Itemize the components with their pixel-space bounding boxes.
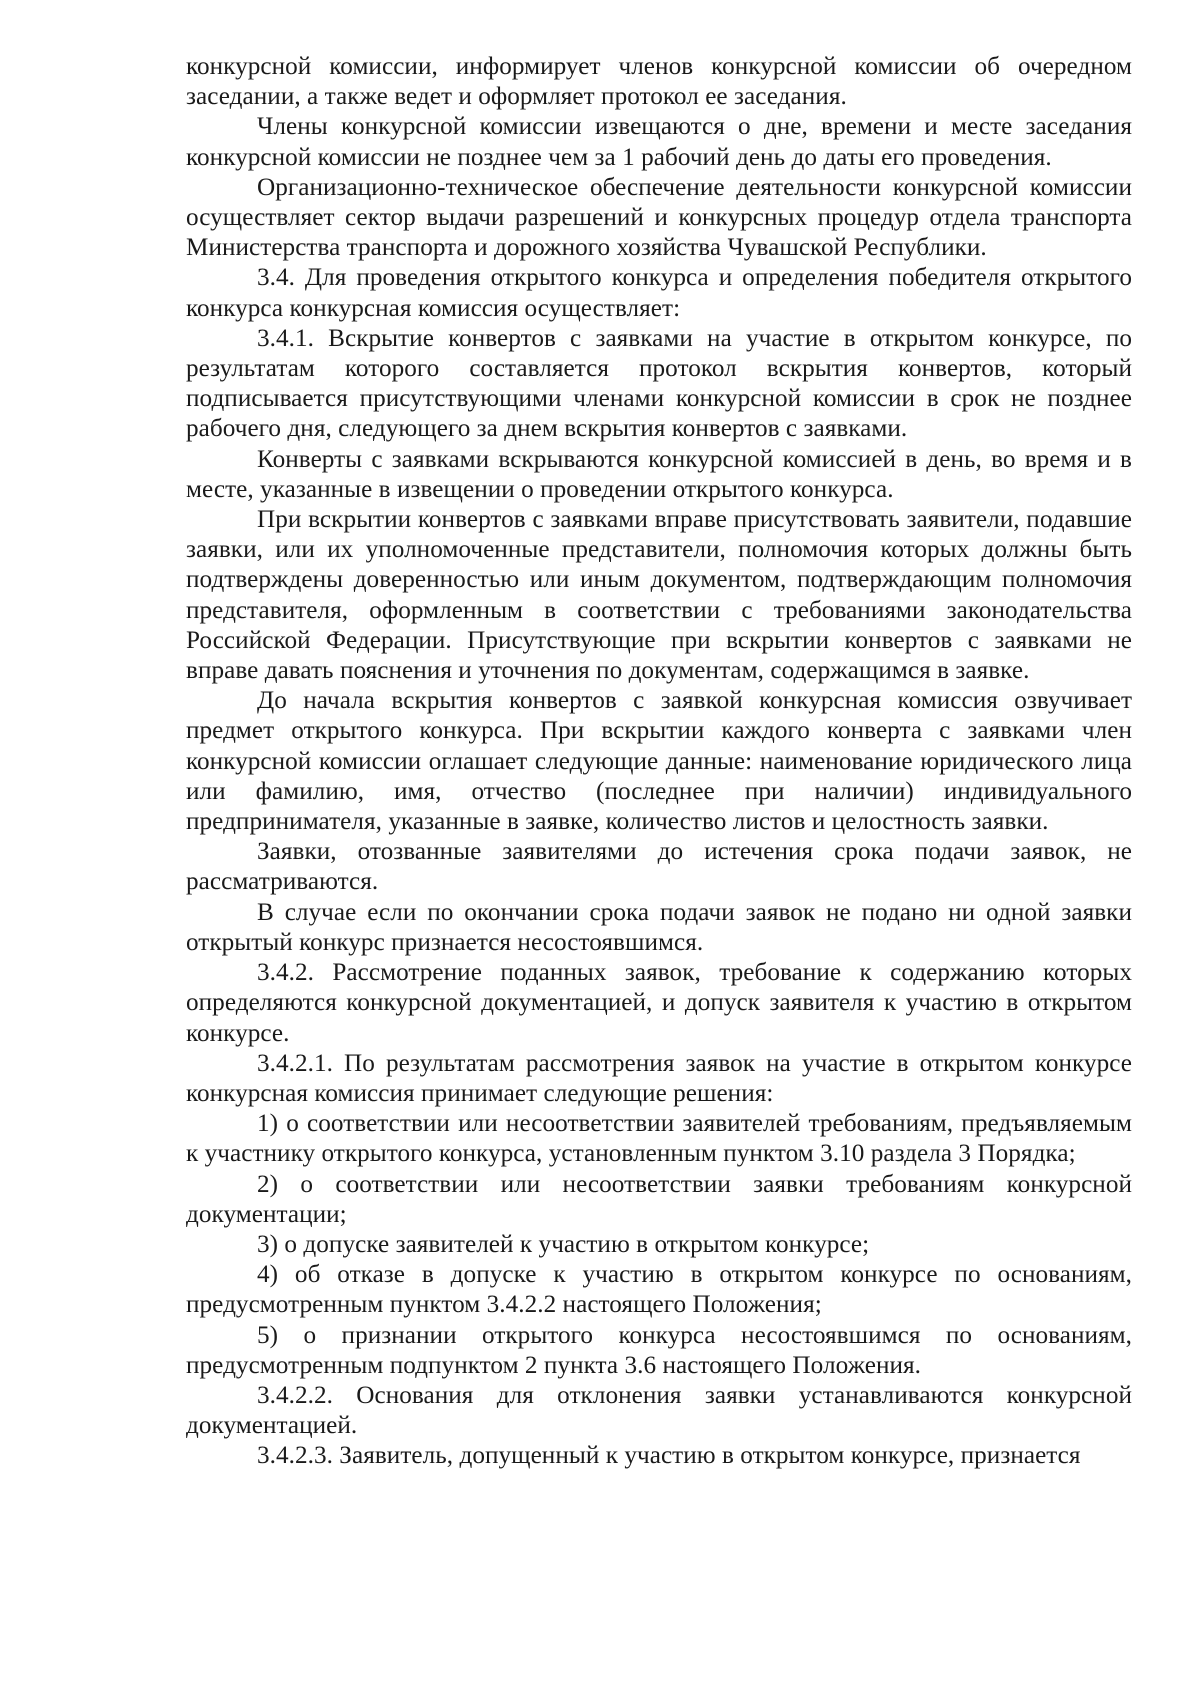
list-item-4: 4) об отказе в допуске к участию в открытом конкурсе по основаниям, предусмотренным пунктом 3.4.2.2 настоящего Положения;: [186, 1261, 1132, 1319]
paragraph-6: Конверты с заявками вскрываются конкурсной комиссией в день, во время и в месте, указанные в извещении о проведении открытого конкурса.: [186, 445, 1132, 503]
list-item-5: 5) о признании открытого конкурса несостоявшимся по основаниям, предусмотренным подпунктом 2 пункта 3.6 настоящего Положения.: [186, 1321, 1132, 1379]
paragraph-1: конкурсной комиссии, информирует членов конкурсной комиссии об очередном заседании, а также ведет и оформляет протокол ее заседания.: [186, 53, 1132, 111]
paragraph-7: При вскрытии конвертов с заявками вправе присутствовать заявители, подавшие заявки, или их уполномоченные представители, полномочия которых должны быть подтверждены доверенностью или иным документом, подтверждающим полномочия представителя, оформленным в соответствии с требованиями законодательства Российской Федерации. Присутствующие при вскрытии конвертов с заявками не вправе давать пояснения и уточнения по документам, содержащимся в заявке.: [186, 506, 1132, 685]
paragraph-10: В случае если по окончании срока подачи заявок не подано ни одной заявки открытый конкурс признается несостоявшимся.: [186, 898, 1132, 956]
paragraph-3-4-1: 3.4.1. Вскрытие конвертов с заявками на участие в открытом конкурсе, по результатам которого составляется протокол вскрытия конвертов, который подписывается присутствующими членами конкурсной комиссии в срок не позднее рабочего дня, следующего за днем вскрытия конвертов с заявками.: [186, 324, 1132, 443]
paragraph-3-4-2-1: 3.4.2.1. По результатам рассмотрения заявок на участие в открытом конкурсе конкурсная комиссия принимает следующие решения:: [186, 1049, 1132, 1107]
paragraph-3-4: 3.4. Для проведения открытого конкурса и определения победителя открытого конкурса конкурсная комиссия осуществляет:: [186, 264, 1132, 322]
paragraph-3-4-2-3: 3.4.2.3. Заявитель, допущенный к участию в открытом конкурсе, признается: [257, 1442, 1081, 1470]
list-item-1: 1) о соответствии или несоответствии заявителей требованиям, предъявляемым к участнику открытого конкурса, установленным пунктом 3.10 раздела 3 Порядка;: [186, 1110, 1132, 1168]
paragraph-3-4-2: 3.4.2. Рассмотрение поданных заявок, требование к содержанию которых определяются конкурсной документацией, и допуск заявителя к участию в открытом конкурсе.: [186, 959, 1132, 1047]
paragraph-9: Заявки, отозванные заявителями до истечения срока подачи заявок, не рассматриваются.: [186, 838, 1132, 896]
list-item-3: 3) о допуске заявителей к участию в открытом конкурсе;: [257, 1230, 870, 1258]
paragraph-8: До начала вскрытия конвертов с заявкой конкурсная комиссия озвучивает предмет открытого конкурса. При вскрытии каждого конверта с заявками член конкурсной комиссии оглашает следующие данные: наименование юридического лица или фамилию, имя, отчество (последнее при наличии) индивидуального предпринимателя, указанные в заявке, количество листов и целостность заявки.: [186, 687, 1132, 836]
paragraph-3-4-2-2: 3.4.2.2. Основания для отклонения заявки устанавливаются конкурсной документацией.: [186, 1381, 1132, 1440]
document-page: [186, 52, 1132, 1472]
list-item-2: 2) о соответствии или несоответствии заявки требованиям конкурсной документации;: [186, 1170, 1132, 1228]
paragraph-2: Члены конкурсной комиссии извещаются о дне, времени и месте заседания конкурсной комиссии не позднее чем за 1 рабочий день до даты его проведения.: [186, 113, 1132, 171]
paragraph-3: Организационно-техническое обеспечение деятельности конкурсной комиссии осуществляет сектор выдачи разрешений и конкурсных процедур отдела транспорта Министерства транспорта и дорожного хозяйства Чувашской Республики.: [186, 173, 1132, 262]
